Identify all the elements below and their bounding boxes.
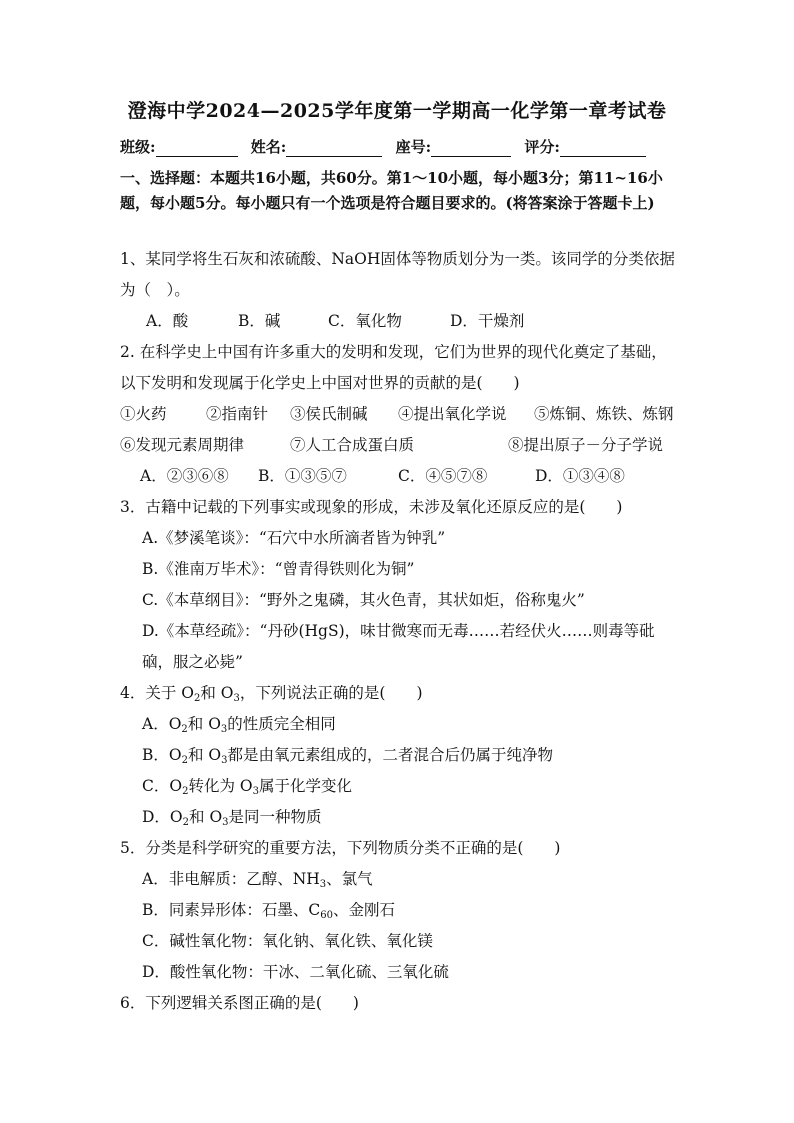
score-label: 评分: (524, 138, 560, 156)
q1-option-b[interactable]: B．碱 (238, 312, 281, 330)
q2-option-b[interactable]: B．①③⑤⑦ (258, 467, 347, 485)
question-2-items-row2 (120, 430, 680, 461)
q5-a-part: 、氯气 (326, 870, 373, 888)
q4-c-part: 属于化学变化 (258, 777, 352, 795)
section-heading: 一、选择题：本题共16小题，共60分。第1～10小题，每小题3分；第11~16小题，每小题5分。每小题只有一个选项是符合题目要求的。(将答案涂于答题卡上) (120, 169, 663, 212)
class-field[interactable] (156, 140, 238, 157)
page-title: 澄海中学2024—2025学年度第一学期高一化学第一章考试卷 (127, 100, 667, 122)
question-1-stem: 1、某同学将生石灰和浓硫酸、NaOH固体等物质划分为一类。该同学的分类依据为（ ）。 (120, 250, 675, 299)
question-5-stem: 5．分类是科学研究的重要方法，下列物质分类不正确的是( ) (120, 839, 561, 857)
q4-option-d[interactable] (120, 802, 680, 833)
q4-b-part: 都是由氧元素组成的，二者混合后仍属于纯净物 (227, 746, 554, 764)
q4-sub: 2 (194, 693, 201, 704)
question-4-stem (120, 678, 680, 709)
q4-c-part: 转化为 O (188, 777, 253, 795)
q4-a-part: 和 O (187, 715, 221, 733)
q4-sub: 3 (221, 755, 228, 766)
q1-option-c[interactable]: C．氧化物 (328, 312, 402, 330)
q4-b-part: 和 O (187, 746, 222, 764)
q2-option-a[interactable]: A．②③⑥⑧ (140, 467, 229, 485)
q3-option-d[interactable]: D.《本草经疏》：“丹砂(HgS)，味甘微寒而无毒……若经伏火……则毒等砒硇，服之必毙” (142, 622, 655, 671)
q4-c-part: C．O (142, 777, 183, 795)
q1-option-d[interactable]: D．干燥剂 (450, 312, 525, 330)
q2-item-3: ③侯氏制碱 (290, 405, 368, 423)
q5-option-b[interactable] (120, 895, 680, 926)
q2-item-7: ⑦人工合成蛋白质 (290, 436, 415, 454)
q4-sub: 2 (182, 817, 190, 828)
seat-field[interactable] (431, 140, 511, 157)
q5-a-part: A．非电解质：乙醇、NH (142, 870, 320, 888)
q2-item-4: ④提出氧化学说 (398, 405, 507, 423)
q4-d-part: 是同一种物质 (228, 808, 322, 826)
q4-sub: 3 (233, 693, 240, 704)
q4-option-b[interactable] (120, 740, 680, 771)
q4-sub: 2 (181, 724, 188, 735)
q2-item-8: ⑧提出原子－分子学说 (508, 436, 664, 454)
question-1-options (120, 306, 680, 337)
question-2-stem: 2. 在科学史上中国有许多重大的发明和发现，它们为世界的现代化奠定了基础，以下发明和发现属于化学史上中国对世界的贡献的是( ) (120, 343, 667, 392)
q4-sub: 2 (181, 755, 188, 766)
name-field[interactable] (286, 140, 382, 157)
q4-d-part: D．O (142, 808, 183, 826)
q1-option-a[interactable]: A．酸 (146, 312, 189, 330)
class-label: 班级: (120, 138, 156, 156)
q5-sub: 60 (320, 910, 333, 921)
question-2-items-row1 (120, 399, 680, 430)
q2-option-d[interactable]: D．①③④⑧ (535, 467, 625, 485)
q2-item-1: ①火药 (120, 405, 167, 423)
question-list (120, 244, 680, 1019)
question-6-stem: 6．下列逻辑关系图正确的是( ) (120, 994, 359, 1012)
score-field[interactable] (560, 140, 646, 157)
q4-option-a[interactable] (120, 709, 680, 740)
q4-d-part: 和 O (189, 808, 223, 826)
q2-item-2: ②指南针 (206, 405, 269, 423)
student-info-row (120, 136, 680, 157)
q4-sub: 3 (252, 786, 259, 797)
q5-option-c[interactable]: C．碱性氧化物：氧化钠、氧化铁、氧化镁 (142, 932, 433, 950)
q2-item-5: ⑤炼铜、炼铁、炼钢 (534, 405, 674, 423)
q5-option-d[interactable]: D．酸性氧化物：干冰、二氧化硫、三氧化硫 (142, 963, 449, 981)
q3-option-b[interactable]: B.《淮南万毕术》：“曾青得铁则化为铜” (142, 560, 415, 578)
q5-b-part: 、金刚石 (333, 901, 396, 919)
question-3-stem: 3．古籍中记载的下列事实或现象的形成，未涉及氧化还原反应的是( ) (120, 498, 623, 516)
q3-option-a[interactable]: A.《梦溪笔谈》：“石穴中水所滴者皆为钟乳” (142, 529, 446, 547)
q4-option-c[interactable] (120, 771, 680, 802)
q4-stem-part: 4．关于 O (120, 684, 194, 702)
q3-option-c[interactable]: C.《本草纲目》：“野外之鬼磷，其火色青，其状如炬，俗称鬼火” (142, 591, 585, 609)
q2-option-c[interactable]: C．④⑤⑦⑧ (398, 467, 488, 485)
q5-b-part: B．同素异形体：石墨、C (142, 901, 321, 919)
seat-label: 座号: (395, 138, 432, 156)
q4-sub: 3 (220, 724, 228, 735)
q4-a-part: 的性质完全相同 (227, 715, 336, 733)
question-2-options (120, 461, 680, 492)
q4-stem-part: ，下列说法正确的是( ) (239, 684, 423, 702)
q5-option-a[interactable] (120, 864, 680, 895)
q4-b-part: B．O (142, 746, 182, 764)
q4-sub: 3 (222, 817, 229, 828)
q4-sub: 2 (182, 786, 189, 797)
name-label: 姓名: (250, 138, 287, 156)
q2-item-6: ⑥发现元素周期律 (120, 436, 245, 454)
q4-a-part: A．O (142, 715, 182, 733)
q4-stem-part: 和 O (200, 684, 234, 702)
q5-sub: 3 (319, 879, 327, 890)
